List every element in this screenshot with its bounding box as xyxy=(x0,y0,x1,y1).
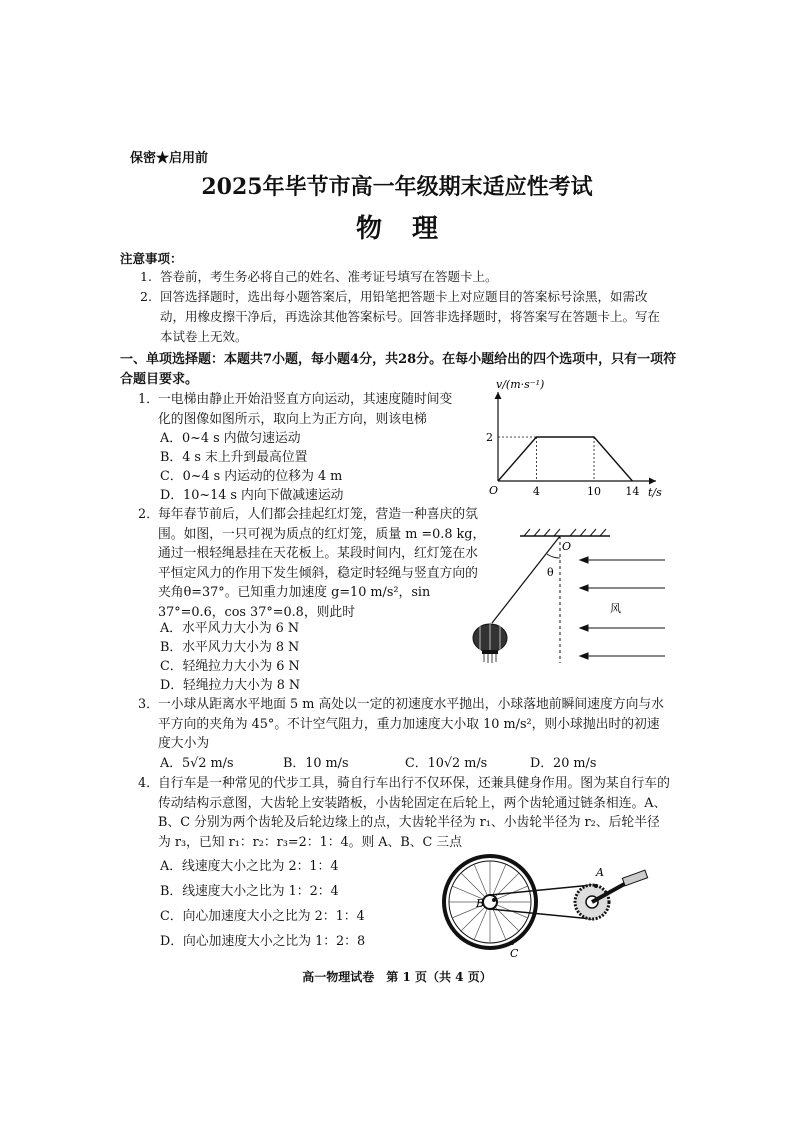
note-text: 回答选择题时，选出每小题答案后，用铅笔把答题卡上对应题目的答案标号涂黑，如需改动，用橡皮擦干净后，再选涂其他答案标号。回答非选择题时，将答案写在答题卡上。写在本试卷上无效。 xyxy=(160,289,661,344)
question-3 xyxy=(138,695,670,754)
point-b-label: B xyxy=(476,897,485,910)
note-text: 答卷前，考生务必将自己的姓名、准考证号填写在答题卡上。 xyxy=(160,269,498,284)
point-o-label: O xyxy=(562,540,572,553)
option-a[interactable]: A．水平风力大小为 6 N xyxy=(160,621,300,636)
x-axis-label: t/s xyxy=(648,486,662,499)
rope xyxy=(492,536,560,623)
option-c[interactable]: C．轻绳拉力大小为 6 N xyxy=(160,659,300,674)
note-item xyxy=(140,287,670,347)
angle-arc xyxy=(547,554,560,558)
page-footer: 高一物理试卷 第 1 页（共 4 页） xyxy=(302,970,492,984)
subject-title: 物理 xyxy=(355,214,468,244)
section-heading: 一、单项选择题：本题共7小题，每小题4分，共28分。在每小题给出的四个选项中，只有一项符合题目要求。 xyxy=(120,352,677,387)
origin-label: O xyxy=(489,484,499,497)
point-a-dot xyxy=(594,884,598,888)
note-number: 1. xyxy=(140,269,152,284)
rear-wheel-icon xyxy=(444,856,536,948)
wind-arrows xyxy=(580,557,665,659)
series-line xyxy=(498,437,632,481)
option-b[interactable]: B．10 m/s xyxy=(283,756,349,771)
x-tick-label: 4 xyxy=(532,485,540,498)
confidential-mark: 保密★启用前 xyxy=(130,151,209,166)
option-a[interactable]: A．线速度大小之比为 2：1：4 xyxy=(160,859,339,874)
option-d[interactable]: D．轻绳拉力大小为 8 N xyxy=(160,678,301,693)
option-b[interactable]: B．线速度大小之比为 1：2：4 xyxy=(160,884,339,899)
ceiling-hatch xyxy=(524,529,606,536)
question-number: 1． xyxy=(138,392,159,407)
point-a-label: A xyxy=(596,866,604,879)
option-d[interactable]: D．向心加速度大小之比为 1：2：8 xyxy=(160,934,366,949)
exam-title: 2025年毕节市高一年级期末适应性考试 xyxy=(201,174,593,200)
option-b[interactable]: B．水平风力大小为 8 N xyxy=(160,640,300,655)
lantern-figure xyxy=(470,528,670,668)
option-a[interactable]: A．5√2 m/s xyxy=(160,756,234,771)
question-number: 3． xyxy=(138,697,159,712)
y-tick-label: 2 xyxy=(486,431,493,444)
x-tick-label: 14 xyxy=(625,485,640,498)
option-d[interactable]: D．20 m/s xyxy=(530,756,597,771)
question-number: 2． xyxy=(138,507,159,522)
angle-label: θ xyxy=(547,566,554,579)
question-stem: 每年春节前后，人们都会挂起红灯笼，营造一种喜庆的氛围。如图，一只可视为质点的红灯笼，质量 m =0.8 kg，通过一根轻绳悬挂在天花板上。某段时间内，红灯笼在水平恒定风力的作用下发生倾斜，稳定时轻绳与竖直方向的夹角θ=37°。已知重力加速度 g=10 m/s²，sin 37°=0.6，cos 37°=0.8，则此时 xyxy=(158,507,486,620)
option-b[interactable]: B．4 s 末上升到最高位置 xyxy=(160,450,308,465)
question-stem: 一小球从距离水平地面 5 m 高处以一定的初速度水平抛出，小球落地前瞬间速度方向与水平方向的夹角为 45°。不计空气阻力，重力加速度大小取 10 m/s²，则小球抛出时的初速度大小为 xyxy=(158,697,664,751)
question-1 xyxy=(138,390,456,429)
question-number: 4． xyxy=(138,776,159,791)
option-a[interactable]: A．0~4 s 内做匀速运动 xyxy=(160,431,301,446)
note-item xyxy=(140,267,670,287)
question-4 xyxy=(138,774,670,852)
x-tick-label: 10 xyxy=(587,485,601,498)
note-number: 2. xyxy=(140,289,152,304)
question-stem: 自行车是一种常见的代步工具，骑自行车出行不仅环保，还兼具健身作用。图为某自行车的传动结构示意图，大齿轮上安装踏板，小齿轮固定在后轮上，两个齿轮通过链条相连。A、B、C 分别为两个齿轮及后轮边缘上的点，大齿轮半径为 r₁、小齿轮半径为 r₂、后轮半径为 r₃，已知 r₁：r₂：r₃=2：1：4。则 A、B、C 三点 xyxy=(158,776,670,850)
point-c-dot xyxy=(510,941,514,945)
graph-marks xyxy=(498,437,632,481)
velocity-time-graph xyxy=(478,378,678,503)
wind-label: 风 xyxy=(610,602,621,615)
y-axis-label: v/(m·s⁻¹) xyxy=(496,378,545,391)
option-d[interactable]: D．10~14 s 内向下做减速运动 xyxy=(160,488,344,503)
option-c[interactable]: C．0~4 s 内运动的位移为 4 m xyxy=(160,469,343,484)
option-c[interactable]: C．向心加速度大小之比为 2：1：4 xyxy=(160,909,365,924)
option-c[interactable]: C．10√2 m/s xyxy=(405,756,488,771)
notes-heading: 注意事项： xyxy=(120,251,183,266)
point-c-label: C xyxy=(510,947,519,960)
question-stem: 一电梯由静止开始沿竖直方向运动，其速度随时间变化的图像如图所示，取向上为正方向，则该电梯 xyxy=(158,392,453,427)
bicycle-figure xyxy=(430,852,670,960)
point-b-dot xyxy=(492,898,496,902)
lantern-icon xyxy=(473,624,507,663)
